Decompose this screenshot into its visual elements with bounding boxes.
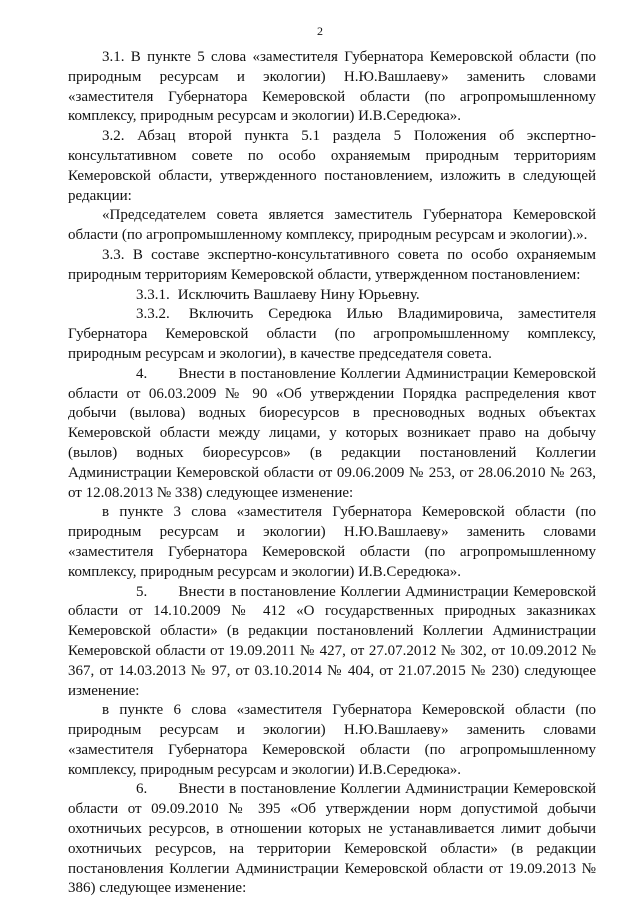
item-text: Включить Середюка Илью Владимировича, заместителя Губернатора Кемеровской области (по агропромышленному комплексу, природным ресурсам и экологии), в качестве председателя совета. [68, 306, 596, 362]
item-number: 3.3.2. [136, 306, 170, 323]
paragraph-4 [68, 365, 596, 504]
item-number: 4. [136, 365, 148, 382]
document-body [68, 48, 596, 899]
item-text: Внести в постановление Коллегии Администрации Кемеровской области от 14.10.2009 № 412 «О государственных природных заказниках Кемеровской области» (в редакции постановлений Коллегии Администрации Кемеровской области от 19.09.2011 № 427, от 27.07.2012 № 302, от 10.09.2012 № 367, от 14.03.2013 № 97, от 03.10.2014 № 404, от 21.07.2015 № 230) следующее изменение: [68, 583, 597, 699]
paragraph-3-1: 3.1. В пункте 5 слова «заместителя Губернатора Кемеровской области (по природным ресурсам и экологии) Н.Ю.Вашлаеву» заменить словами «заместителя Губернатора Кемеровской области (по агропромышленному комплексу, природным ресурсам и экологии) И.В.Середюка». [68, 49, 596, 125]
paragraph-3-3-1 [68, 286, 596, 306]
item-text: Внести в постановление Коллегии Администрации Кемеровской области от 06.03.2009 № 90 «Об утверждении Порядка распределения квот добычи (вылова) водных биоресурсов в пресноводных водных объектах Кемеровской области между лицами, у которых возникает право на добычу (вылов) водных биоресурсов» (в редакции постановлений Коллегии Администрации Кемеровской области от 09.06.2009 № 253, от 28.06.2010 № 263, от 12.08.2013 № 338) следующее изменение: [68, 365, 597, 501]
item-number: 5. [136, 583, 148, 600]
paragraph-4-change: в пункте 3 слова «заместителя Губернатора Кемеровской области (по природным ресурсам и экологии) Н.Ю.Вашлаеву» заменить словами «заместителя Губернатора Кемеровской области (по агропромышленному комплексу, природным ресурсам и экологии) И.В.Середюка». [68, 504, 596, 580]
paragraph-6 [68, 780, 596, 899]
item-text: Внести в постановление Коллегии Администрации Кемеровской области от 09.09.2010 № 395 «Об утверждении норм допустимой добычи охотничьих ресурсов, в отношении которых не устанавливается лимит добычи охотничьих ресурсов, на территории Кемеровской области» (в редакции постановления Коллегии Администрации Кемеровской области от 19.09.2013 № 386) следующее изменение: [68, 781, 597, 897]
paragraph-5 [68, 583, 596, 702]
item-number: 6. [136, 781, 148, 798]
paragraph-3-3-2 [68, 305, 596, 364]
paragraph-3-3: 3.3. В составе экспертно-консультативного совета по особо охраняемым природным территориям Кемеровской области, утвержденном постановлением: [68, 246, 596, 283]
item-number: 3.3.1. [136, 286, 170, 303]
item-text: Исключить Вашлаеву Нину Юрьевну. [177, 286, 420, 303]
quoted-new-wording: «Председателем совета является заместитель Губернатора Кемеровской области (по агропромышленному комплексу, природным ресурсам и экологии).». [68, 207, 596, 244]
paragraph-5-change: в пункте 6 слова «заместителя Губернатора Кемеровской области (по природным ресурсам и экологии) Н.Ю.Вашлаеву» заменить словами «заместителя Губернатора Кемеровской области (по агропромышленному комплексу, природным ресурсам и экологии) И.В.Середюка». [68, 702, 596, 778]
paragraph-3-2: 3.2. Абзац второй пункта 5.1 раздела 5 Положения об экспертно-консультативном совете по особо охраняемым природным территориям Кемеровской области, утвержденного постановлением, изложить в следующей редакции: [68, 128, 596, 204]
page-number: 2 [317, 24, 323, 38]
